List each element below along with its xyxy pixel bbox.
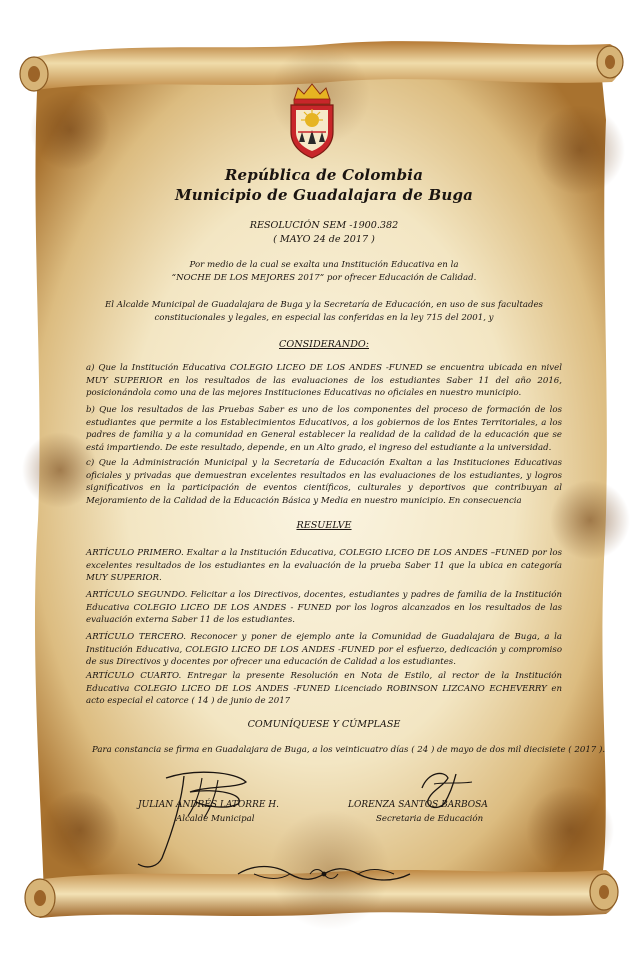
- considerando-item-b: b) Que los resultados de las Pruebas Saber es uno de los componentes del proceso de formación de los estudiantes que permite a los Establecimientos Educativos, a los gobiernos de los Entes Territoriales, a los padres de familia y a la comunidad en General establecer la realidad de la calidad de la educación que se está impartiendo. De este resultado, depende, en un Alto grado, el ingreso del estudiante a la universidad.: [86, 405, 562, 453]
- resolution-date: ( MAYO 24 de 2017 ): [273, 234, 375, 245]
- signature-name-secretary: LORENZA SANTOS BARBOSA: [348, 800, 488, 810]
- intro-line-2: “NOCHE DE LOS MEJORES 2017” por ofrecer Educación de Calidad.: [171, 273, 477, 283]
- considerando-item-c: c) Que la Administración Municipal y la Secretaría de Educación Exaltan a las Instituciones Educativas oficiales y privadas que demuestran excelentes resultados en las evaluaciones de los estudiantes, y logros significativos en la participación de eventos científicos, culturales y deportivos que contribuyan al Mejoramiento de la Calidad de la Educación Básica y Media en nuestro municipio. En consecuencia: [86, 458, 562, 506]
- closing-title: COMUNÍQUESE Y CÚMPLASE: [247, 719, 401, 730]
- ornament-flourish-icon: [234, 862, 414, 886]
- article-1: ARTÍCULO PRIMERO. Exaltar a la Institución Educativa, COLEGIO LICEO DE LOS ANDES –FUNED por los excelentes resultados de los estudiantes en la evaluación de la prueba Saber 11 que la ubica en categoría MUY SUPERIOR.: [86, 548, 562, 584]
- resuelve-title: RESUELVE: [296, 520, 352, 531]
- signature-name-mayor: JULIAN ANDRÉS LATORRE H.: [138, 800, 279, 810]
- considerando-item-a: a) Que la Institución Educativa COLEGIO LICEO DE LOS ANDES -FUNED se encuentra ubicada en nivel MUY SUPERIOR en los resultados de las evaluaciones de los estudiantes Saber 11 del año 2016, posicionándola como una de las mejores Instituciones Educativas no oficiales en nuestro municipio.: [86, 363, 562, 399]
- resolution-number: RESOLUCIÓN SEM -1900.382: [249, 220, 399, 231]
- article-4: ARTÍCULO CUARTO. Entregar la presente Resolución en Nota de Estilo, al rector de la Institución Educativa COLEGIO LICEO DE LOS ANDES -FUNED Licenciado ROBINSON LIZCANO ECHEVERRY en acto especial el catorce ( 14 ) de junio de 2017: [86, 671, 562, 707]
- article-3: ARTÍCULO TERCERO. Reconocer y poner de ejemplo ante la Comunidad de Guadalajara de Buga, a la Institución Educativa, COLEGIO LICEO DE LOS ANDES -FUNED por el esfuerzo, dedicación y compromiso de sus Directivos y docentes por ofrecer una educación de Calidad a los estudiantes.: [86, 632, 562, 668]
- header-republic: República de Colombia: [224, 166, 424, 184]
- article-2: ARTÍCULO SEGUNDO. Felicitar a los Directivos, docentes, estudiantes y padres de familia de la Institución Educativa COLEGIO LICEO DE LOS ANDES - FUNED por los logros alcanzados en los resultados de las evaluación externa Saber 11 de los estudiantes.: [86, 590, 562, 626]
- preamble-line-1: El Alcalde Municipal de Guadalajara de Buga y la Secretaría de Educación, en uso de sus facultades: [105, 300, 543, 310]
- intro-line-1: Por medio de la cual se exalta una Institución Educativa en la: [189, 260, 459, 270]
- signature-role-secretary: Secretaria de Educación: [376, 814, 484, 824]
- header-municipality: Municipio de Guadalajara de Buga: [174, 186, 474, 204]
- considerando-title: CONSIDERANDO:: [279, 339, 369, 350]
- signature-role-mayor: Alcalde Municipal: [176, 814, 255, 824]
- preamble-line-2: constitucionales y legales, en especial las conferidas en la ley 715 del 2001, y: [154, 313, 494, 323]
- closing-text: Para constancia se firma en Guadalajara de Buga, a los veinticuatro días ( 24 ) de mayo de dos mil diecisiete ( 2017 ).: [92, 745, 606, 755]
- document-content: [86, 0, 606, 960]
